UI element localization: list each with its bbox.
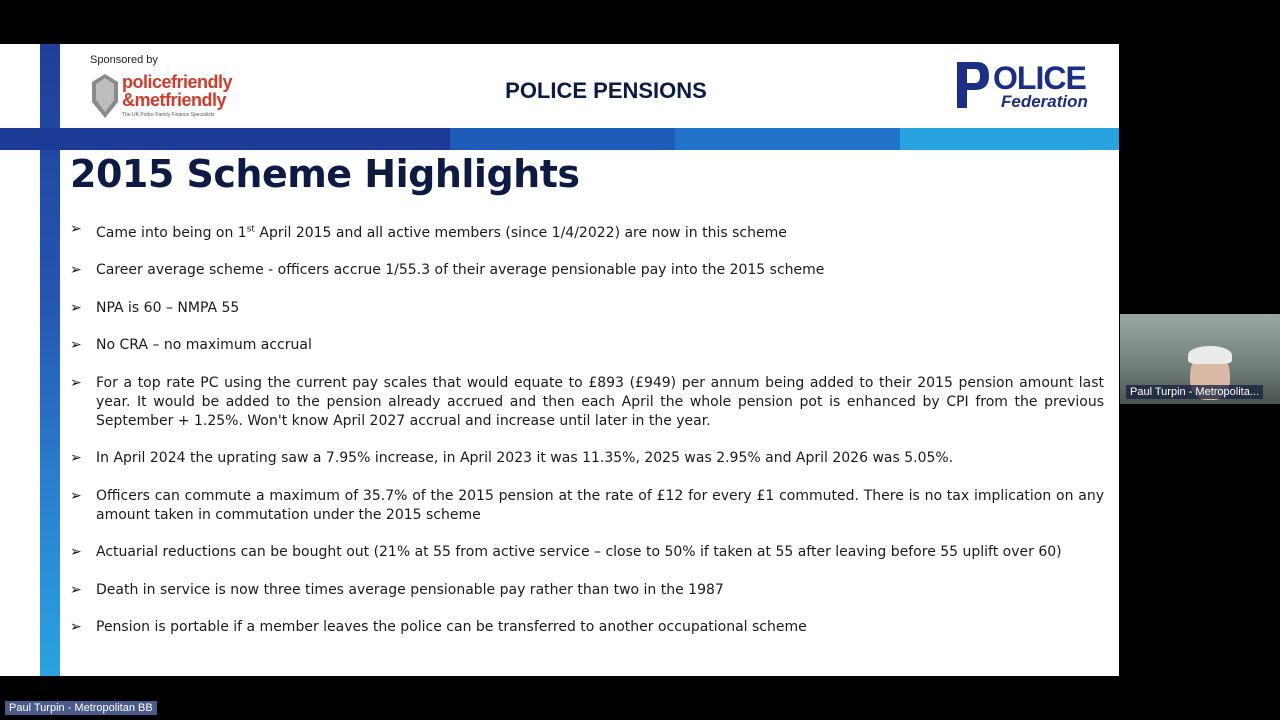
bullet-text: For a top rate PC using the current pay scales that would equate to £893 (£949) per annum being added to their 2015 pension amount last year. It would be added to the pension already accrued and then each April the whole pension pot is enhanced by CPI from the previous September + 1.25%. Won't know April 2027 accrual and increase until later in the year. (96, 374, 1104, 429)
federation-logo-word: OLICE (993, 60, 1086, 96)
federation-logo-subtitle: Federation (1001, 92, 1088, 111)
list-item (70, 261, 1104, 280)
sponsor-logo-tagline: The UK Police Family Finance Specialists (122, 112, 215, 118)
list-item (70, 487, 1104, 525)
bullet-text: Death in service is now three times average pensionable pay rather than two in the 1987 (96, 581, 724, 598)
header-band-segment (0, 128, 450, 150)
bullet-text: Career average scheme - officers accrue 1/55.3 of their average pensionable pay into the 2015 scheme (96, 262, 825, 279)
participant-hair (1188, 346, 1232, 364)
federation-p-emblem-icon (955, 60, 991, 110)
arrowhead-bullet-icon: ➢ (70, 337, 82, 354)
slide-heading: 2015 Scheme Highlights (70, 152, 580, 196)
bullet-text: Came into being on 1st April 2015 and all active members (since 1/4/2022) are now in this scheme (96, 224, 787, 241)
list-item (70, 299, 1104, 318)
arrowhead-bullet-icon: ➢ (70, 374, 82, 391)
slide-title: POLICE PENSIONS (505, 78, 707, 103)
list-item (70, 618, 1104, 637)
bullet-text: In April 2024 the uprating saw a 7.95% increase, in April 2023 it was 11.35%, 2025 was 2.95% and April 2026 was 5.05%. (96, 450, 954, 467)
arrowhead-bullet-icon: ➢ (70, 619, 82, 636)
arrowhead-bullet-icon: ➢ (70, 221, 82, 237)
sponsor-logo-line2: &metfriendly (122, 90, 227, 110)
list-item (70, 374, 1104, 431)
highlights-list (70, 220, 1104, 656)
arrowhead-bullet-icon: ➢ (70, 581, 82, 598)
sponsored-by-label: Sponsored by (90, 54, 158, 66)
arrowhead-bullet-icon: ➢ (70, 262, 82, 279)
arrowhead-bullet-icon: ➢ (70, 544, 82, 561)
bullet-text: Actuarial reductions can be bought out (21% at 55 from active service – close to 50% if taken at 55 after leaving before 55 uplift over 60) (96, 544, 1062, 561)
bullet-text: Pension is portable if a member leaves the police can be transferred to another occupational scheme (96, 619, 807, 636)
list-item (70, 543, 1104, 562)
police-badge-icon (90, 72, 120, 122)
header-band-segment (450, 128, 675, 150)
participant-name-label: Paul Turpin - Metropolita... (1126, 385, 1263, 399)
bullet-text: Officers can commute a maximum of 35.7% of the 2015 pension at the rate of £12 for every £1 commuted. There is no tax implication on any amount taken in commutation under the 2015 scheme (96, 487, 1104, 523)
header-band-segment (675, 128, 900, 150)
list-item (70, 336, 1104, 355)
bullet-text: NPA is 60 – NMPA 55 (96, 299, 240, 316)
list-item (70, 581, 1104, 600)
arrowhead-bullet-icon: ➢ (70, 487, 82, 504)
police-federation-logo (955, 60, 1095, 112)
arrowhead-bullet-icon: ➢ (70, 299, 82, 316)
participant-video-tile[interactable] (1120, 314, 1280, 404)
arrowhead-bullet-icon: ➢ (70, 450, 82, 467)
presenter-name-label: Paul Turpin - Metropolitan BB (5, 701, 157, 715)
sponsor-logo-line1: policefriendly (122, 72, 233, 92)
sponsor-logo (90, 72, 250, 124)
list-item (70, 220, 1104, 243)
presentation-slide (0, 44, 1119, 676)
list-item (70, 449, 1104, 468)
header-band-segment (900, 128, 1119, 150)
bullet-text: No CRA – no maximum accrual (96, 337, 312, 354)
